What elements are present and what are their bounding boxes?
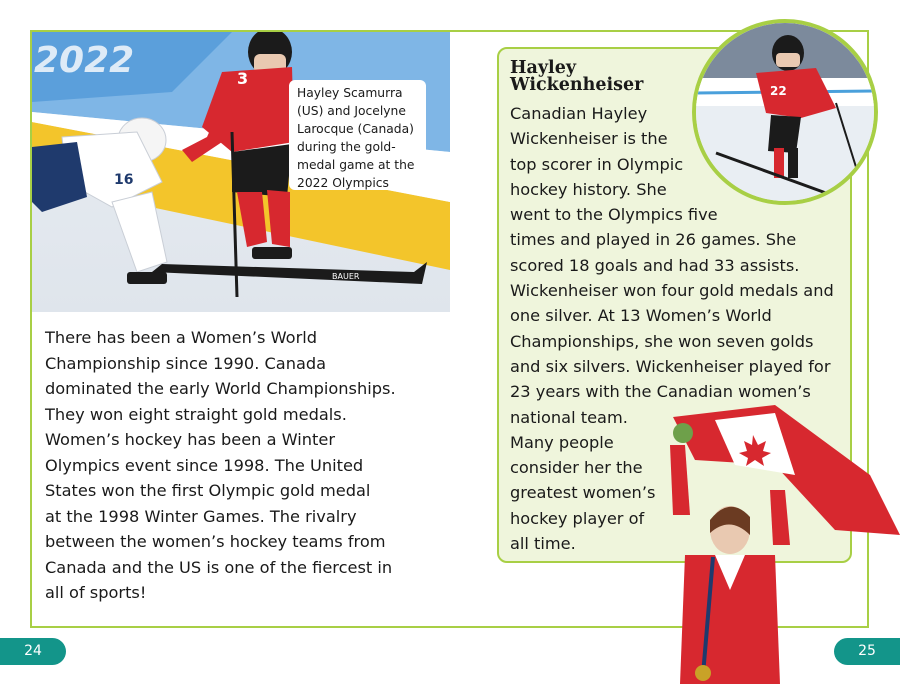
sidebar-line: went to the Olympics five [510,205,718,225]
sidebar-line: Championships, she won seven golds [510,331,814,351]
photo-caption [289,80,426,190]
sidebar-line: consider her the [510,458,643,478]
sidebar-line: Wickenheiser won four gold medals and [510,281,834,301]
main-body-text [45,325,415,606]
rink-board-text: 2022 [34,40,135,81]
main-paragraph: There has been a Women’s World Championship since 1990. Canada dominated the early World Championships. They won eight straight gold medals. Women’s hockey has been a Winter Olympics event since 1998. The United States won the first Olympic gold medal at the 1998 Winter Games. The rivalry between the women’s hockey teams from Canada and the US is one of the fiercest in all of sports! [45,328,396,602]
sidebar-line: 23 years with the Canadian women’s [510,382,811,402]
us-jersey-number: 16 [114,172,134,188]
sidebar-line: national team. [510,407,628,427]
sidebar-line: hockey history. She [510,179,667,199]
photo-caption-text: Hayley Scamurra (US) and Jocelyne Larocque (Canada) during the gold- medal game at the 2022 Olympics [297,86,415,190]
sidebar-line: one silver. At 13 Women’s World [510,306,772,326]
sidebar-line: Canadian Hayley [510,104,648,123]
sidebar-title: Hayley Wickenheiser [510,58,644,95]
canada-jersey-number: 3 [237,69,249,88]
wick-jersey-number: 22 [770,84,787,98]
stick-brand-text: BAUER [332,272,360,281]
page-number-right: 25 [834,638,900,665]
sidebar-line: Many people [510,432,614,452]
sidebar-line: scored 18 goals and had 33 assists. [510,255,800,275]
page-number-left: 24 [0,638,66,665]
sidebar-line: greatest women’s [510,483,656,503]
sidebar-line: hockey player of [510,508,645,528]
sidebar-line: and six silvers. Wickenheiser played for [510,356,831,376]
sidebar-line: top scorer in Olympic [510,154,684,174]
wickenheiser-circle-photo [692,19,878,205]
sidebar-line: Wickenheiser is the [510,129,668,149]
sidebar-line: times and played in 26 games. She [510,230,797,250]
sidebar-line: all time. [510,534,576,554]
